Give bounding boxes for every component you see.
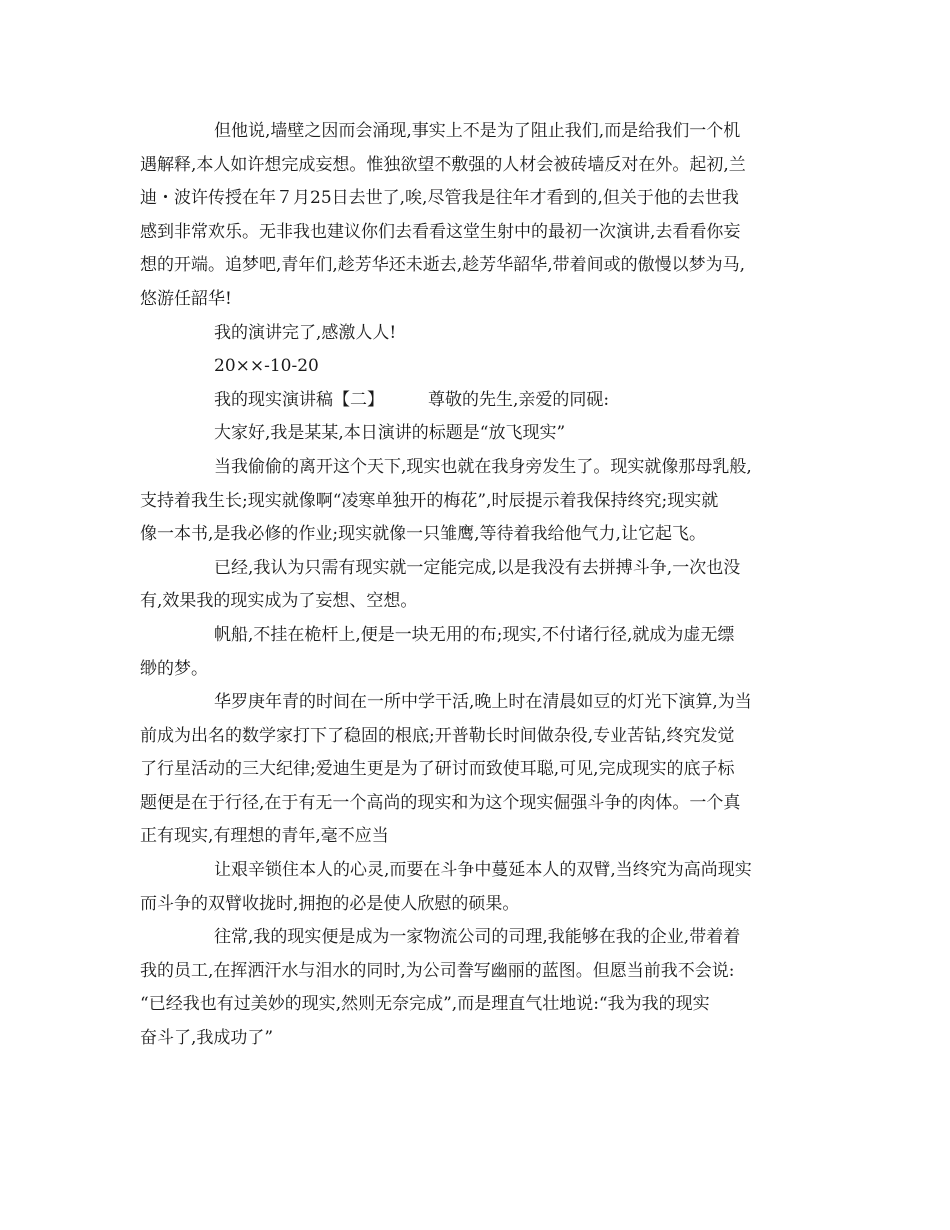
salutation: 尊敬的先生,亲爱的同砚: xyxy=(428,389,610,410)
document-page xyxy=(140,115,820,1056)
paragraph-line: “已经我也有过美妙的现实,然则无奈完成”,而是理直气壮地说:“我为我的现实 xyxy=(140,994,710,1015)
paragraph-line: 感到非常欢乐。无非我也建议你们去看看这堂生射中的最初一次演讲,去看看你妄 xyxy=(140,221,741,242)
paragraph-line: 当我偷偷的离开这个天下,现实也就在我身旁发生了。现实就像那母乳般, xyxy=(214,456,752,477)
paragraph-line: 迪・波许传授在年７月25日去世了,唉,尽管我是往年才看到的,但关于他的去世我 xyxy=(140,188,739,209)
closing-line: 我的演讲完了,感激人人! xyxy=(214,322,397,343)
paragraph-line: 华罗庚年青的时间在一所中学干活,晚上时在清晨如豆的灯光下演算,为当 xyxy=(214,692,752,713)
paragraph-line: 前成为出名的数学家打下了稳固的根底;开普勒长时间做杂役,专业苦钻,终究发觉 xyxy=(140,725,735,746)
paragraph-line: 让艰辛锁住本人的心灵,而要在斗争中蔓延本人的双臂,当终究为高尚现实 xyxy=(214,860,752,881)
paragraph-line: 像一本书,是我必修的作业;现实就像一只雏鹰,等待着我给他气力,让它起飞。 xyxy=(140,524,706,545)
paragraph-line: 正有现实,有理想的青年,毫不应当 xyxy=(140,826,389,847)
paragraph-line: 大家好,我是某某,本日演讲的标题是“放飞现实” xyxy=(214,423,566,444)
paragraph-line: 有,效果我的现实成为了妄想、空想。 xyxy=(140,591,418,612)
paragraph-line: 帆船,不挂在桅杆上,便是一块无用的布;现实,不付诸行径,就成为虚无缥 xyxy=(214,624,735,645)
paragraph-line: 往常,我的现实便是成为一家物流公司的司理,我能够在我的企业,带着着 xyxy=(214,927,741,948)
paragraph-line: 而斗争的双臂收拢时,拥抱的必是使人欣慰的硕果。 xyxy=(140,893,520,914)
paragraph-line: 我的员工,在挥洒汗水与泪水的同时,为公司誊写幽丽的蓝图。但愿当前我不会说: xyxy=(140,960,735,981)
paragraph-line: 题便是在于行径,在于有无一个高尚的现实和为这个现实倔强斗争的肉体。一个真 xyxy=(140,792,741,813)
paragraph-line: 但他说,墙壁之因而会涌现,事实上不是为了阻止我们,而是给我们一个机 xyxy=(214,121,741,141)
paragraph-line: 已经,我认为只需有现实就一定能完成,以是我没有去拼搏斗争,一次也没 xyxy=(214,557,741,578)
date-line: 20××-10-20 xyxy=(214,356,319,377)
section-heading xyxy=(140,384,820,418)
paragraph-line: 缈的梦。 xyxy=(140,658,208,679)
paragraph-line: 奋斗了,我成功了” xyxy=(140,1028,274,1049)
paragraph-line: 了行星活动的三大纪律;爱迪生更是为了研讨而致使耳聪,可见,完成现实的底子标 xyxy=(140,759,735,780)
paragraph-line: 支持着我生长;现实就像啊“凌寒单独开的梅花”,时辰提示着我保持终究;现实就 xyxy=(140,490,719,511)
paragraph-line: 悠游任韶华! xyxy=(140,288,232,309)
paragraph-line: 想的开端。追梦吧,青年们,趁芳华还未逝去,趁芳华韶华,带着间或的傲慢以梦为马, xyxy=(140,255,746,276)
paragraph-line: 遇解释,本人如许想完成妄想。惟独欲望不敷强的人材会被砖墙反对在外。起初,兰 xyxy=(140,154,746,175)
speech-title: 我的现实演讲稿【二】 xyxy=(214,389,384,410)
